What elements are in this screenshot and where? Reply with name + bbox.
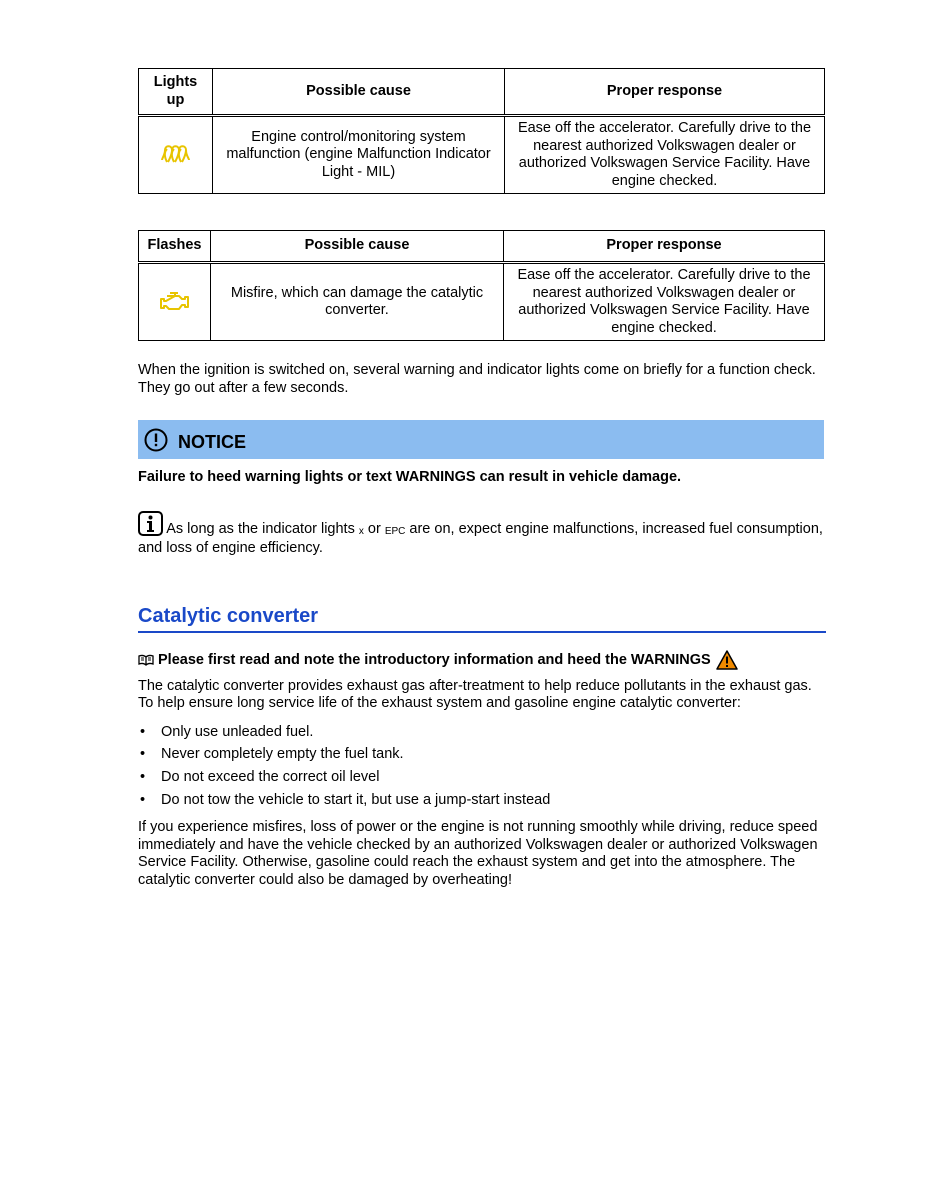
mil-coil-icon (161, 144, 191, 166)
info-note (138, 511, 824, 558)
indicator-symbol-epc: EPC (384, 525, 406, 537)
col-header-cause: Possible cause (211, 231, 504, 263)
list-item: • Do not tow the vehicle to start it, but use a jump-start instead (138, 789, 824, 812)
table-row (139, 116, 825, 194)
read-first-line (138, 650, 824, 670)
indicator-symbol-x: x (358, 525, 364, 537)
response-cell: Ease off the accelerator. Carefully drive to the nearest authorized Volkswagen dealer or authorized Volkswagen Service Facility. Have engine checked. (505, 116, 825, 194)
response-cell: Ease off the accelerator. Carefully drive to the nearest authorized Volkswagen dealer or authorized Volkswagen Service Facility. Have engine checked. (504, 263, 825, 341)
info-text-1: As long as the indicator lights (163, 520, 359, 537)
list-item: • Never completely empty the fuel tank. (138, 743, 824, 766)
col-header-response: Proper response (505, 69, 825, 116)
table-header-row (139, 231, 825, 263)
notice-bar (138, 420, 824, 459)
flashes-table (138, 230, 825, 341)
indicator-cell (139, 263, 211, 341)
lights-up-table (138, 68, 825, 194)
list-item: • Only use unleaded fuel. (138, 721, 824, 744)
cause-cell: Engine control/monitoring system malfunction (engine Malfunction Indicator Light - MIL) (213, 116, 505, 194)
check-engine-icon (158, 291, 192, 313)
manual-page (138, 68, 824, 889)
open-book-icon (138, 654, 154, 666)
read-first-text: Please first read and note the introductory information and heed the WARNINGS (158, 651, 711, 668)
info-text-3: are on, expect engine malfunctions, increased fuel consumption, and loss of engine efficiency. (138, 520, 823, 556)
col-header-cause: Possible cause (213, 69, 505, 116)
section-title: Catalytic converter (138, 605, 826, 633)
info-icon (138, 511, 163, 536)
col-header-status: Lights up (139, 69, 213, 116)
notice-title: NOTICE (178, 432, 247, 452)
bullet-list (138, 721, 824, 812)
warning-triangle-icon (716, 650, 738, 670)
ignition-check-text: When the ignition is switched on, several warning and indicator lights come on briefly for a function check. They go out after a few seconds. (138, 362, 816, 396)
misfire-warning-text: If you experience misfires, loss of power or the engine is not running smoothly while driving, reduce speed immediately and have the vehicle checked by an authorized Volkswagen dealer or authorized Volkswagen Service Facility. Otherwise, gasoline could reach the exhaust system and get into the atmosphere. The catalytic converter could also be damaged by overheating! (138, 819, 818, 888)
cause-cell: Misfire, which can damage the catalytic converter. (211, 263, 504, 341)
table-header-row (139, 69, 825, 116)
indicator-cell (139, 116, 213, 194)
table-row (139, 263, 825, 341)
exclamation-circle-icon (144, 428, 168, 452)
catalytic-intro-text: The catalytic converter provides exhaust gas after-treatment to help reduce pollutants in the exhaust gas. To help ensure long service life of the exhaust system and gasoline engine catalytic converter: (138, 677, 812, 711)
notice-text: Failure to heed warning lights or text WARNINGS can result in vehicle damage. (138, 469, 682, 485)
col-header-status: Flashes (139, 231, 211, 263)
col-header-response: Proper response (504, 231, 825, 263)
info-text-2: or (363, 520, 385, 537)
list-item: • Do not exceed the correct oil level (138, 766, 824, 789)
